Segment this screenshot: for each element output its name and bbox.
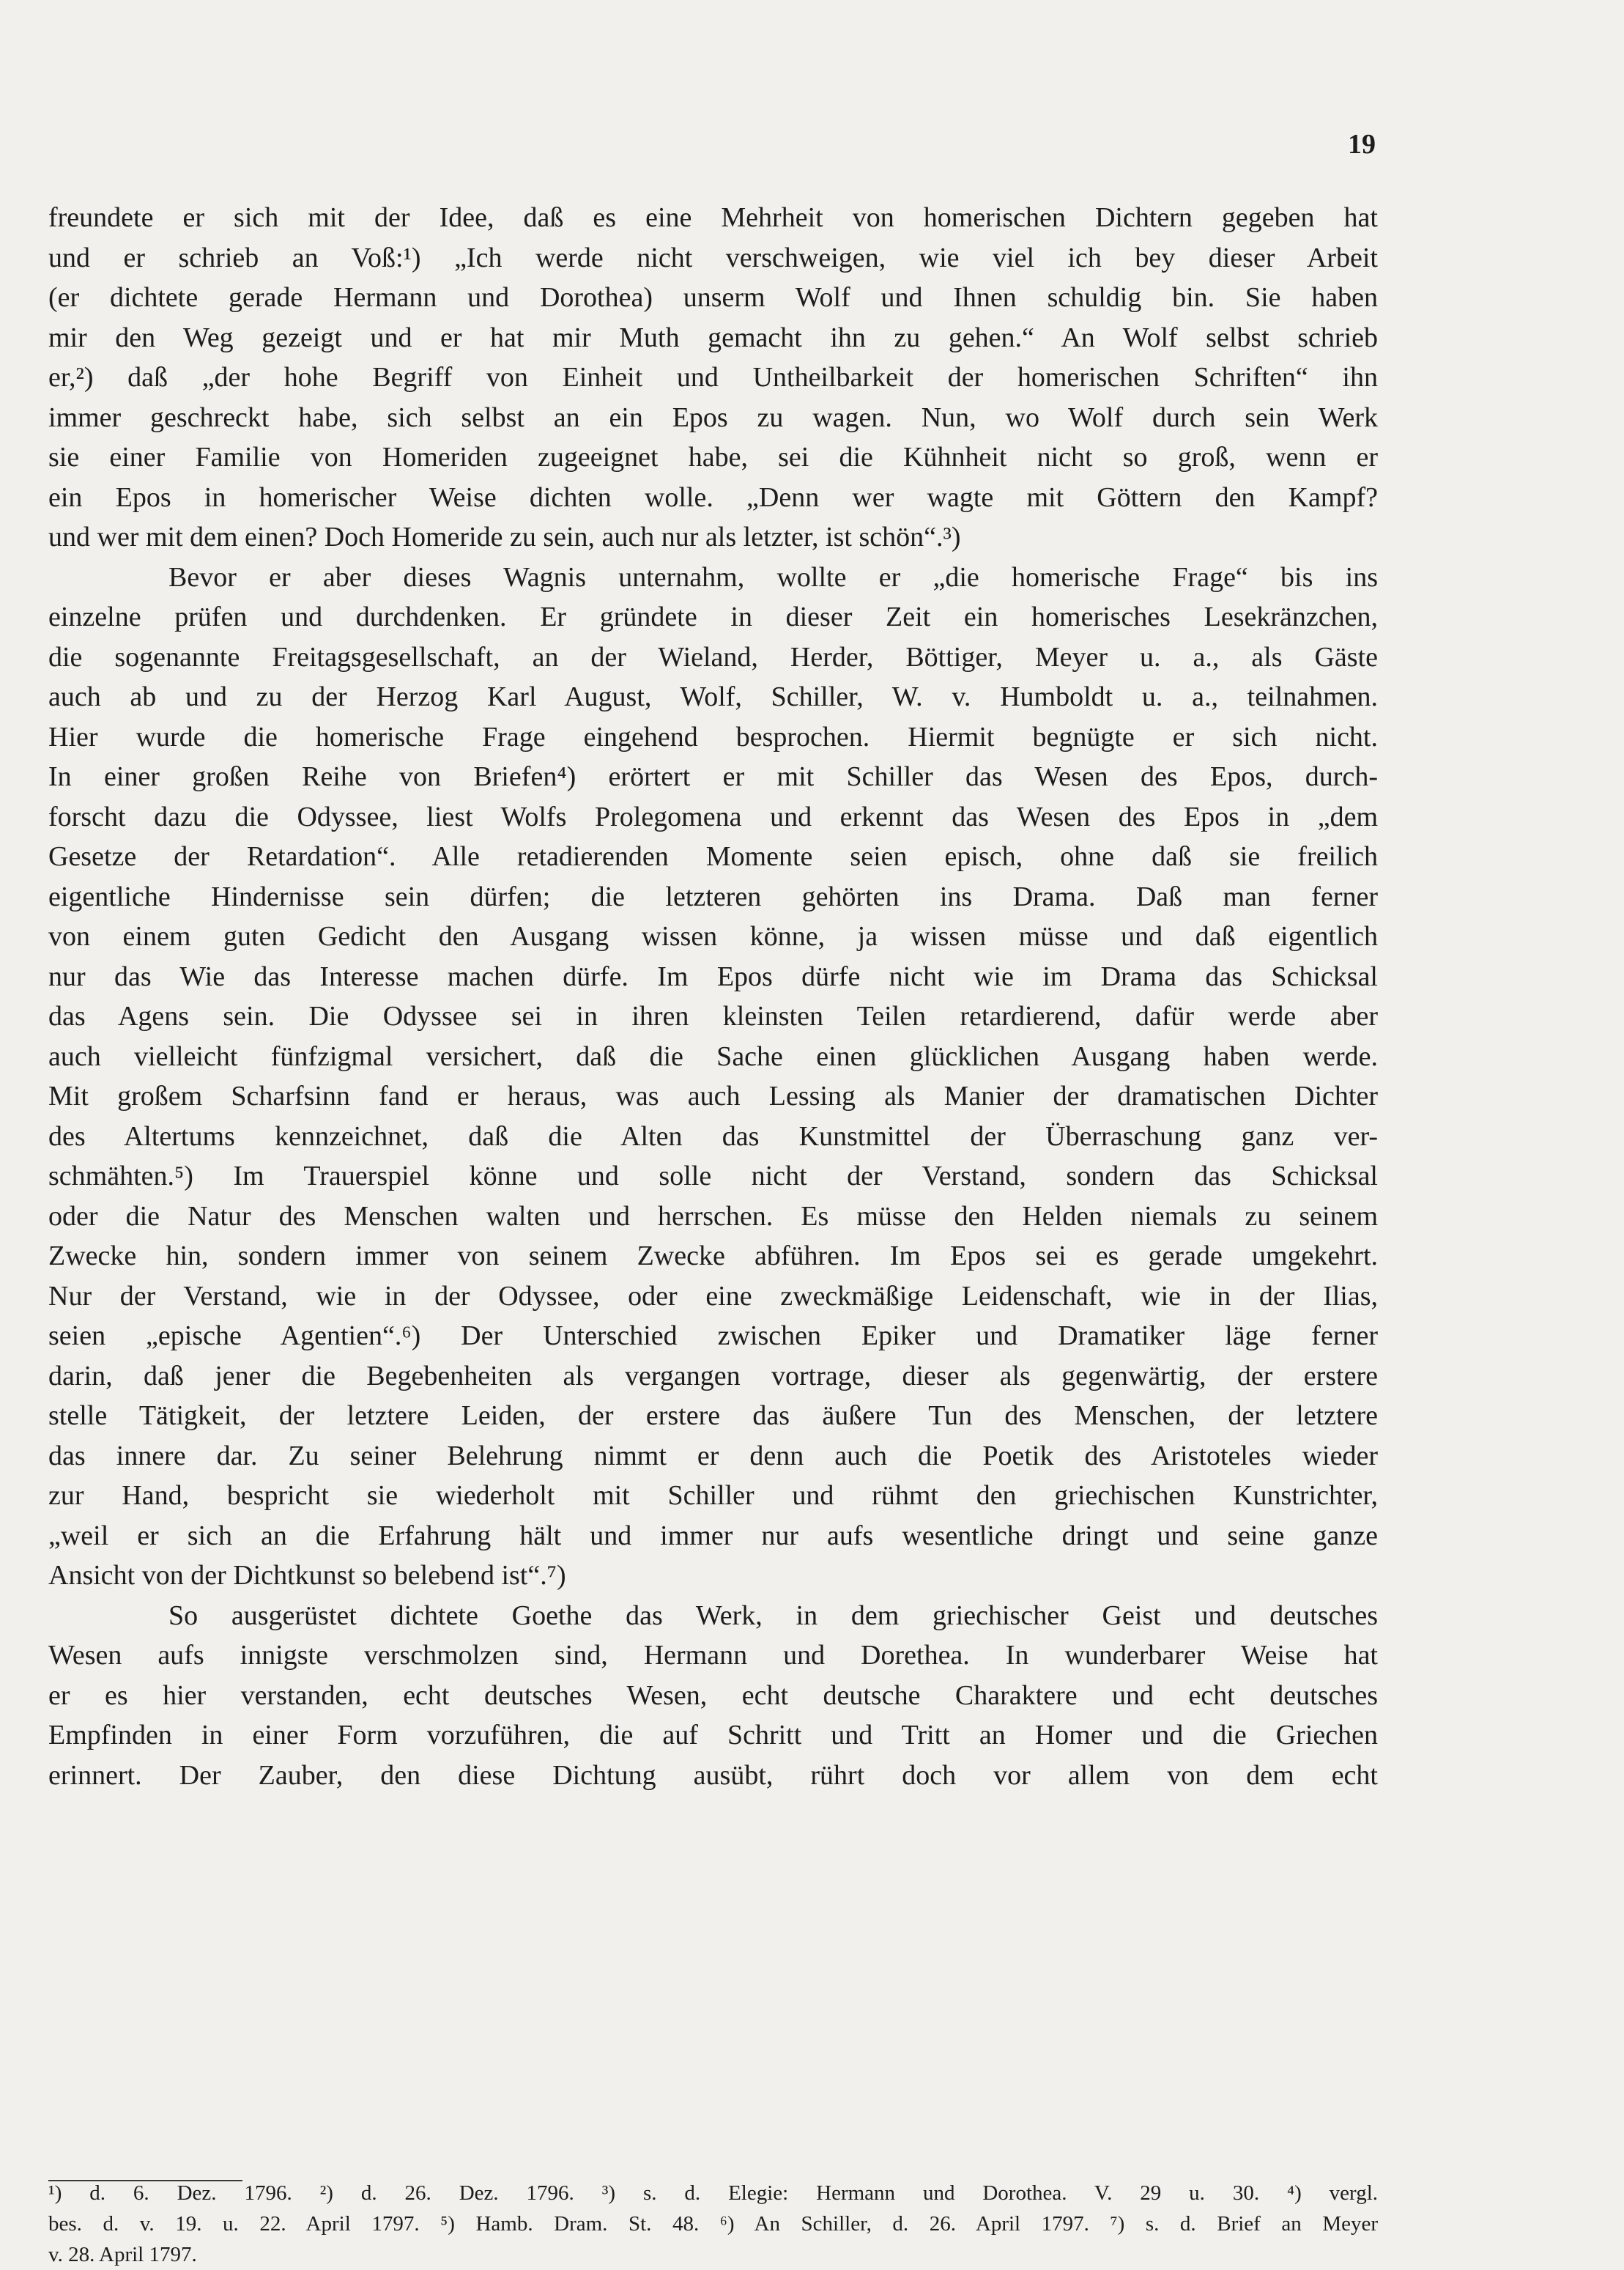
text-line: Zwecke hin, sondern immer von seinem Zwecke abführen. Im Epos sei es gerade umgekehrt. — [48, 1241, 1378, 1271]
text-line: forscht dazu die Odyssee, liest Wolfs Prolegomena und erkennt das Wesen des Epos in „dem — [48, 801, 1378, 832]
text-line: sie einer Familie von Homeriden zugeeignet habe, sei die Kühnheit nicht so groß, wenn er — [48, 442, 1378, 473]
footnote-line: bes. d. v. 19. u. 22. April 1797. ⁵) Hamb. Dram. St. 48. ⁶) An Schiller, d. 26. April 1797. ⁷) s. d. Brief an Meyer — [48, 2212, 1378, 2236]
text-line: „weil er sich an die Erfahrung hält und immer nur aufs wesentliche dringt und seine ganze — [48, 1520, 1378, 1551]
text-line: So ausgerüstet dichtete Goethe das Werk, in dem griechischer Geist und deutsches — [168, 1600, 1378, 1631]
body-text — [48, 198, 1378, 1795]
text-line: Mit großem Scharfsinn fand er heraus, was auch Lessing als Manier der dramatischen Dichter — [48, 1081, 1378, 1112]
text-line: die sogenannte Freitagsgesellschaft, an der Wieland, Herder, Böttiger, Meyer u. a., als Gäste — [48, 641, 1378, 673]
text-line: ein Epos in homerischer Weise dichten wolle. „Denn wer wagte mit Göttern den Kampf? — [48, 481, 1378, 513]
text-line: und er schrieb an Voß:¹) „Ich werde nicht verschweigen, wie viel ich bey dieser Arbeit — [48, 242, 1378, 273]
footnote-line: ¹) d. 6. Dez. 1796. ²) d. 26. Dez. 1796. ³) s. d. Elegie: Hermann und Dorothea. V. 29 u. 30. ⁴) vergl. — [48, 2181, 1378, 2205]
text-line: auch ab und zu der Herzog Karl August, Wolf, Schiller, W. v. Humboldt u. a., teilnahmen. — [48, 681, 1378, 712]
footnote-line: v. 28. April 1797. — [48, 2243, 197, 2266]
text-line: zur Hand, bespricht sie wiederholt mit Schiller und rühmt den griechischen Kunstrichter, — [48, 1480, 1378, 1511]
text-line: Nur der Verstand, wie in der Odyssee, oder eine zweckmäßige Leidenschaft, wie in der Ilias, — [48, 1280, 1378, 1312]
text-line: freundete er sich mit der Idee, daß es eine Mehrheit von homerischen Dichtern gegeben hat — [48, 202, 1378, 233]
text-line: oder die Natur des Menschen walten und herrschen. Es müsse den Helden niemals zu seinem — [48, 1200, 1378, 1232]
text-line: stelle Tätigkeit, der letztere Leiden, der erstere das äußere Tun des Menschen, der letztere — [48, 1400, 1378, 1431]
text-line: einzelne prüfen und durchdenken. Er gründete in dieser Zeit ein homerisches Lesekränzchen, — [48, 602, 1378, 632]
text-line: mir den Weg gezeigt und er hat mir Muth gemacht ihn zu gehen.“ An Wolf selbst schrieb — [48, 322, 1378, 353]
text-line: In einer großen Reihe von Briefen⁴) erörtert er mit Schiller das Wesen des Epos, durch- — [48, 761, 1378, 792]
text-line: Bevor er aber dieses Wagnis unternahm, wollte er „die homerische Frage“ bis ins — [168, 561, 1378, 593]
text-line: eigentliche Hindernisse sein dürfen; die letzteren gehörten ins Drama. Daß man ferner — [48, 881, 1378, 912]
text-line: das innere dar. Zu seiner Belehrung nimmt er denn auch die Poetik des Aristoteles wieder — [48, 1440, 1378, 1471]
text-line: das Agens sein. Die Odyssee sei in ihren kleinsten Teilen retardierend, dafür werde aber — [48, 1001, 1378, 1032]
text-line: Hier wurde die homerische Frage eingehend besprochen. Hiermit begnügte er sich nicht. — [48, 721, 1378, 753]
text-line: Wesen aufs innigste verschmolzen sind, Hermann und Dorethea. In wunderbarer Weise hat — [48, 1640, 1378, 1671]
text-line: immer geschreckt habe, sich selbst an ein Epos zu wagen. Nun, wo Wolf durch sein Werk — [48, 402, 1378, 433]
footnotes — [48, 2178, 1378, 2270]
text-line: erinnert. Der Zauber, den diese Dichtung ausübt, rührt doch vor allem von dem echt — [48, 1759, 1378, 1791]
text-line: von einem guten Gedicht den Ausgang wissen könne, ja wissen müsse und daß eigentlich — [48, 921, 1378, 952]
text-line: seien „epische Agentien“.⁶) Der Unterschied zwischen Epiker und Dramatiker läge ferner — [48, 1320, 1378, 1351]
text-line: Ansicht von der Dichtkunst so belebend ist“.⁷) — [48, 1560, 566, 1591]
text-line: nur das Wie das Interesse machen dürfe. Im Epos dürfe nicht wie im Drama das Schicksal — [48, 961, 1378, 992]
text-line: er,²) daß „der hohe Begriff von Einheit und Untheilbarkeit der homerischen Schriften“ ihn — [48, 362, 1378, 393]
text-line: und wer mit dem einen? Doch Homeride zu sein, auch nur als letzter, ist schön“.³) — [48, 522, 961, 552]
text-line: Empfinden in einer Form vorzuführen, die auf Schritt und Tritt an Homer und die Griechen — [48, 1720, 1378, 1750]
text-line: Gesetze der Retardation“. Alle retadierenden Momente seien episch, ohne daß sie freilich — [48, 841, 1378, 872]
text-line: (er dichtete gerade Hermann und Dorothea) unserm Wolf und Ihnen schuldig bin. Sie haben — [48, 282, 1378, 313]
text-line: schmähten.⁵) Im Trauerspiel könne und solle nicht der Verstand, sondern das Schicksal — [48, 1161, 1378, 1191]
page-number: 19 — [1348, 129, 1376, 160]
text-line: darin, daß jener die Begebenheiten als vergangen vortrage, dieser als gegenwärtig, der erstere — [48, 1360, 1378, 1391]
text-line: er es hier verstanden, echt deutsches Wesen, echt deutsche Charaktere und echt deutsches — [48, 1679, 1378, 1711]
text-line: auch vielleicht fünfzigmal versichert, daß die Sache einen glücklichen Ausgang haben werde. — [48, 1040, 1378, 1072]
text-line: des Altertums kennzeichnet, daß die Alten das Kunstmittel der Überraschung ganz ver- — [48, 1120, 1378, 1152]
